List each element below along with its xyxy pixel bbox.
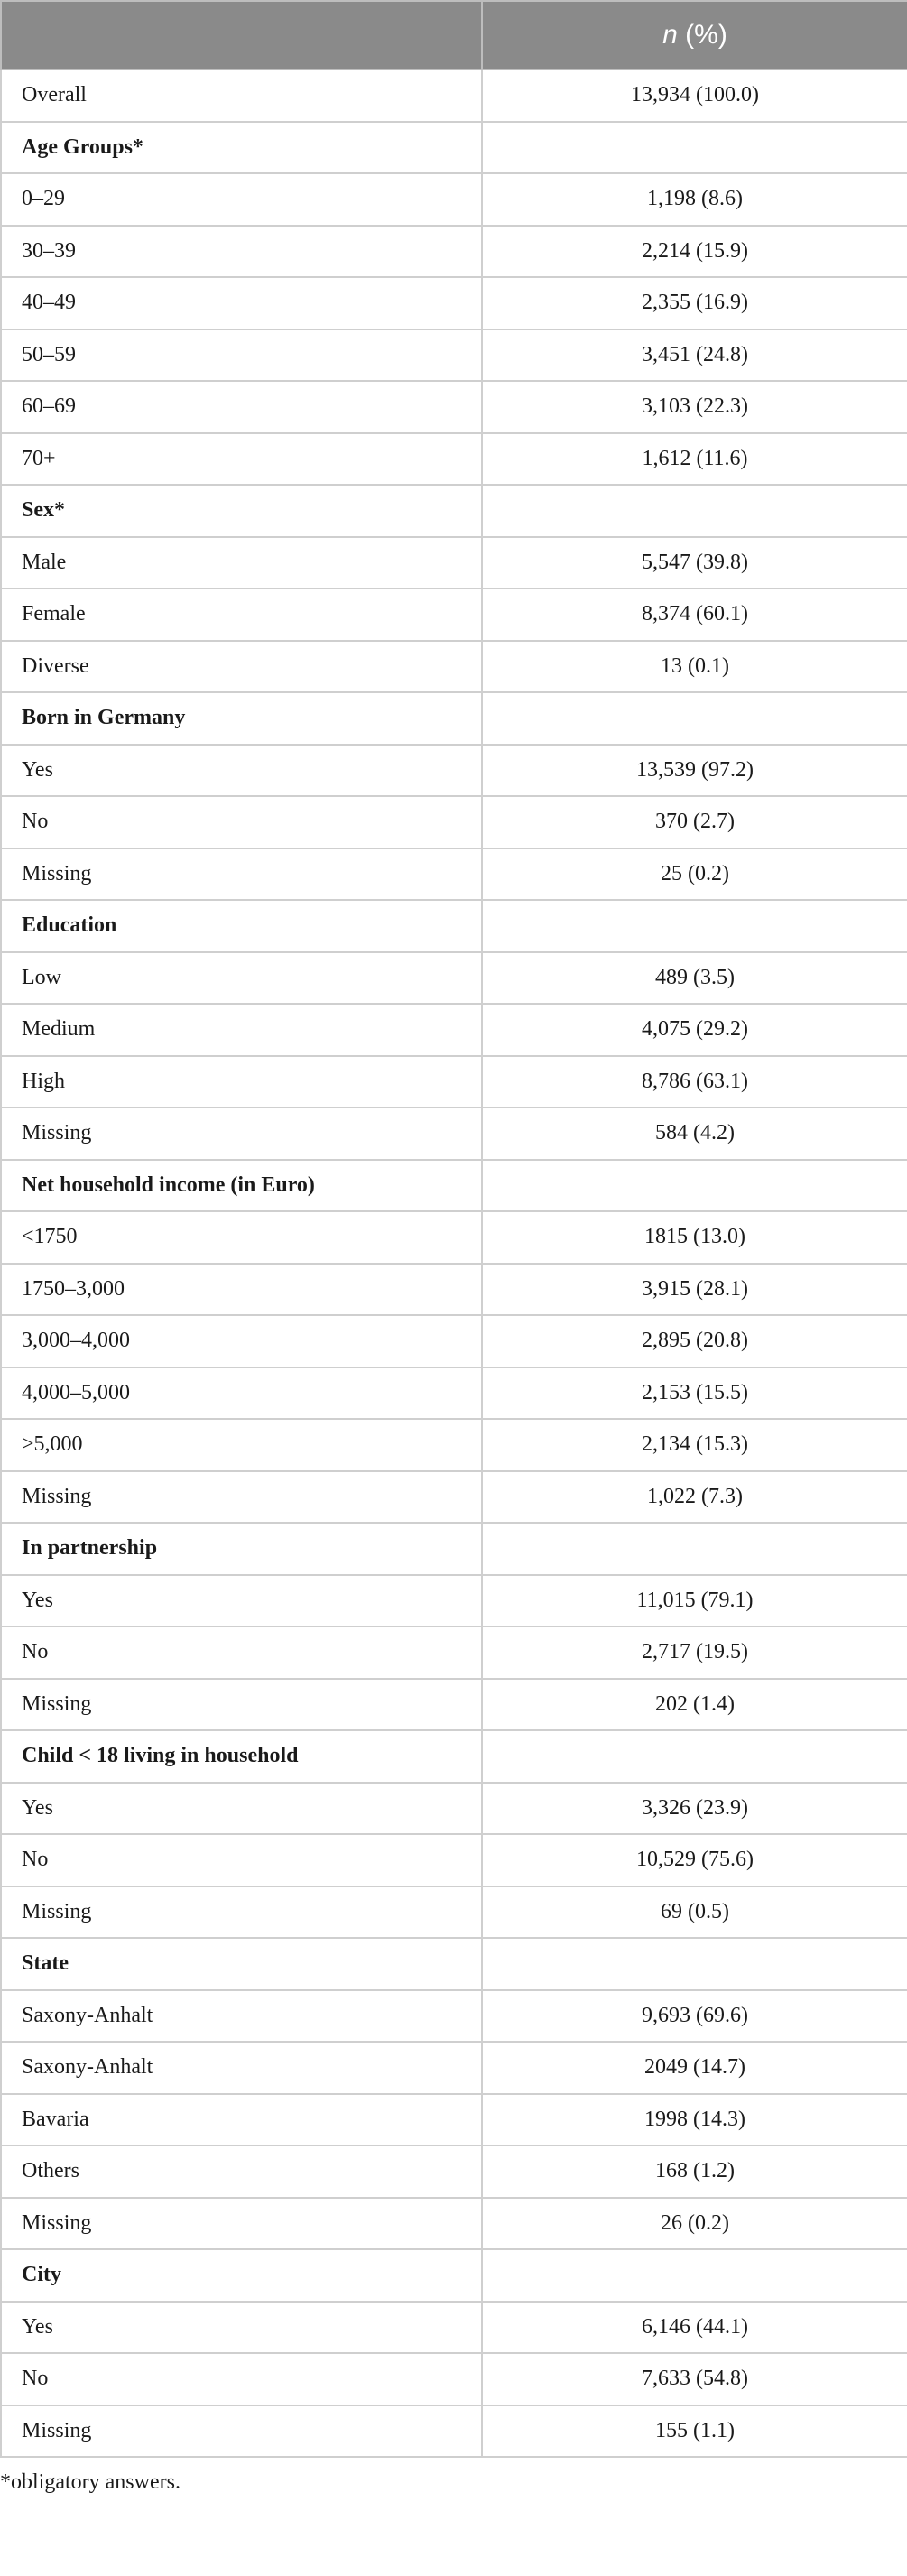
- row-label: Missing: [1, 1107, 482, 1160]
- row-value: [482, 1938, 907, 1990]
- table-row: [1, 2198, 907, 2250]
- table-row: [1, 2042, 907, 2094]
- row-value: 11,015 (79.1): [482, 1575, 907, 1627]
- row-label: <1750: [1, 1211, 482, 1264]
- table-row: [1, 1211, 907, 1264]
- row-label: 70+: [1, 433, 482, 486]
- table-row: [1, 381, 907, 433]
- row-value: 1,198 (8.6): [482, 173, 907, 226]
- row-label: 50–59: [1, 329, 482, 382]
- row-label: 1750–3,000: [1, 1264, 482, 1316]
- table-row: [1, 1264, 907, 1316]
- row-label: Missing: [1, 1679, 482, 1731]
- section-row: [1, 1730, 907, 1783]
- table-row: [1, 1107, 907, 1160]
- section-row: [1, 1160, 907, 1212]
- section-row: [1, 1938, 907, 1990]
- table-row: [1, 1783, 907, 1835]
- row-value: 1,022 (7.3): [482, 1471, 907, 1524]
- header-percent: (%): [677, 20, 727, 50]
- header-value-cell: [482, 1, 907, 69]
- section-label: City: [1, 2249, 482, 2302]
- table-row: [1, 1367, 907, 1420]
- table-row: [1, 1834, 907, 1886]
- row-value: [482, 692, 907, 745]
- row-value: 2049 (14.7): [482, 2042, 907, 2094]
- row-label: Yes: [1, 2302, 482, 2354]
- row-label: Yes: [1, 1783, 482, 1835]
- row-label: No: [1, 1834, 482, 1886]
- table-row: [1, 2094, 907, 2146]
- row-label: Missing: [1, 848, 482, 901]
- row-value: 3,103 (22.3): [482, 381, 907, 433]
- row-value: [482, 485, 907, 537]
- row-label: Yes: [1, 745, 482, 797]
- row-label: Saxony-Anhalt: [1, 2042, 482, 2094]
- row-value: 4,075 (29.2): [482, 1004, 907, 1056]
- header-label-cell: [1, 1, 482, 69]
- row-value: 2,717 (19.5): [482, 1626, 907, 1679]
- row-label: Yes: [1, 1575, 482, 1627]
- table-row: [1, 588, 907, 641]
- table-row: [1, 173, 907, 226]
- row-value: [482, 1523, 907, 1575]
- row-value: 3,326 (23.9): [482, 1783, 907, 1835]
- section-label: Education: [1, 900, 482, 952]
- footnote: *obligatory answers.: [0, 2470, 180, 2494]
- row-value: 26 (0.2): [482, 2198, 907, 2250]
- row-value: 5,547 (39.8): [482, 537, 907, 589]
- row-value: 2,153 (15.5): [482, 1367, 907, 1420]
- row-label: No: [1, 2353, 482, 2405]
- row-value: 2,895 (20.8): [482, 1315, 907, 1367]
- section-row: [1, 692, 907, 745]
- row-value: 10,529 (75.6): [482, 1834, 907, 1886]
- table-row: [1, 641, 907, 693]
- row-value: 8,374 (60.1): [482, 588, 907, 641]
- table-header: [1, 1, 907, 69]
- row-label: High: [1, 1056, 482, 1108]
- table-row: [1, 1419, 907, 1471]
- section-label: In partnership: [1, 1523, 482, 1575]
- table-body: [1, 69, 907, 2457]
- row-value: 1,612 (11.6): [482, 433, 907, 486]
- section-label: State: [1, 1938, 482, 1990]
- table-row: [1, 2405, 907, 2458]
- section-row: [1, 2249, 907, 2302]
- row-label: Male: [1, 537, 482, 589]
- table-row: [1, 433, 907, 486]
- row-value: 202 (1.4): [482, 1679, 907, 1731]
- row-label: Low: [1, 952, 482, 1005]
- section-label: Net household income (in Euro): [1, 1160, 482, 1212]
- table-row: [1, 2145, 907, 2198]
- row-value: [482, 122, 907, 174]
- table-row: [1, 848, 907, 901]
- row-value: [482, 1730, 907, 1783]
- row-label: Female: [1, 588, 482, 641]
- table-row: [1, 1679, 907, 1731]
- section-label: Sex*: [1, 485, 482, 537]
- table-row: [1, 1626, 907, 1679]
- row-value: 3,451 (24.8): [482, 329, 907, 382]
- table-row: [1, 952, 907, 1005]
- row-label: Saxony-Anhalt: [1, 1990, 482, 2043]
- row-label: Bavaria: [1, 2094, 482, 2146]
- row-value: 2,355 (16.9): [482, 277, 907, 329]
- row-value: [482, 2249, 907, 2302]
- header-n: n: [662, 20, 678, 50]
- table-row: [1, 69, 907, 122]
- row-label: Missing: [1, 2405, 482, 2458]
- row-label: No: [1, 1626, 482, 1679]
- section-row: [1, 485, 907, 537]
- row-label: Medium: [1, 1004, 482, 1056]
- row-value: 155 (1.1): [482, 2405, 907, 2458]
- row-value: [482, 1160, 907, 1212]
- section-row: [1, 1523, 907, 1575]
- row-value: 1815 (13.0): [482, 1211, 907, 1264]
- row-label: 40–49: [1, 277, 482, 329]
- row-label: No: [1, 796, 482, 848]
- row-label: Missing: [1, 2198, 482, 2250]
- table-row: [1, 1471, 907, 1524]
- row-value: 168 (1.2): [482, 2145, 907, 2198]
- row-label: 60–69: [1, 381, 482, 433]
- header-row: [1, 1, 907, 69]
- row-value: 370 (2.7): [482, 796, 907, 848]
- table-row: [1, 277, 907, 329]
- table-row: [1, 226, 907, 278]
- table-row: [1, 329, 907, 382]
- row-value: 1998 (14.3): [482, 2094, 907, 2146]
- row-label: 30–39: [1, 226, 482, 278]
- section-label: Born in Germany: [1, 692, 482, 745]
- row-value: 2,134 (15.3): [482, 1419, 907, 1471]
- table-row: [1, 2353, 907, 2405]
- row-value: 13 (0.1): [482, 641, 907, 693]
- row-label: 0–29: [1, 173, 482, 226]
- section-label: Child < 18 living in household: [1, 1730, 482, 1783]
- table-row: [1, 1056, 907, 1108]
- row-value: 13,539 (97.2): [482, 745, 907, 797]
- row-value: 3,915 (28.1): [482, 1264, 907, 1316]
- row-label: Others: [1, 2145, 482, 2198]
- section-row: [1, 900, 907, 952]
- row-value: 8,786 (63.1): [482, 1056, 907, 1108]
- section-row: [1, 122, 907, 174]
- table-row: [1, 2302, 907, 2354]
- row-value: 9,693 (69.6): [482, 1990, 907, 2043]
- table-row: [1, 1990, 907, 2043]
- section-label: Age Groups*: [1, 122, 482, 174]
- row-value: 25 (0.2): [482, 848, 907, 901]
- table-row: [1, 1886, 907, 1939]
- row-value: 2,214 (15.9): [482, 226, 907, 278]
- table-row: [1, 1004, 907, 1056]
- table-row: [1, 1575, 907, 1627]
- row-label: Missing: [1, 1886, 482, 1939]
- row-label: 4,000–5,000: [1, 1367, 482, 1420]
- row-value: 7,633 (54.8): [482, 2353, 907, 2405]
- row-value: 489 (3.5): [482, 952, 907, 1005]
- row-value: 69 (0.5): [482, 1886, 907, 1939]
- row-value: [482, 900, 907, 952]
- row-value: 13,934 (100.0): [482, 69, 907, 122]
- row-value: 6,146 (44.1): [482, 2302, 907, 2354]
- row-label: Overall: [1, 69, 482, 122]
- row-label: >5,000: [1, 1419, 482, 1471]
- table-row: [1, 796, 907, 848]
- row-label: Missing: [1, 1471, 482, 1524]
- row-value: 584 (4.2): [482, 1107, 907, 1160]
- table-row: [1, 537, 907, 589]
- row-label: Diverse: [1, 641, 482, 693]
- table-row: [1, 1315, 907, 1367]
- row-label: 3,000–4,000: [1, 1315, 482, 1367]
- table-row: [1, 745, 907, 797]
